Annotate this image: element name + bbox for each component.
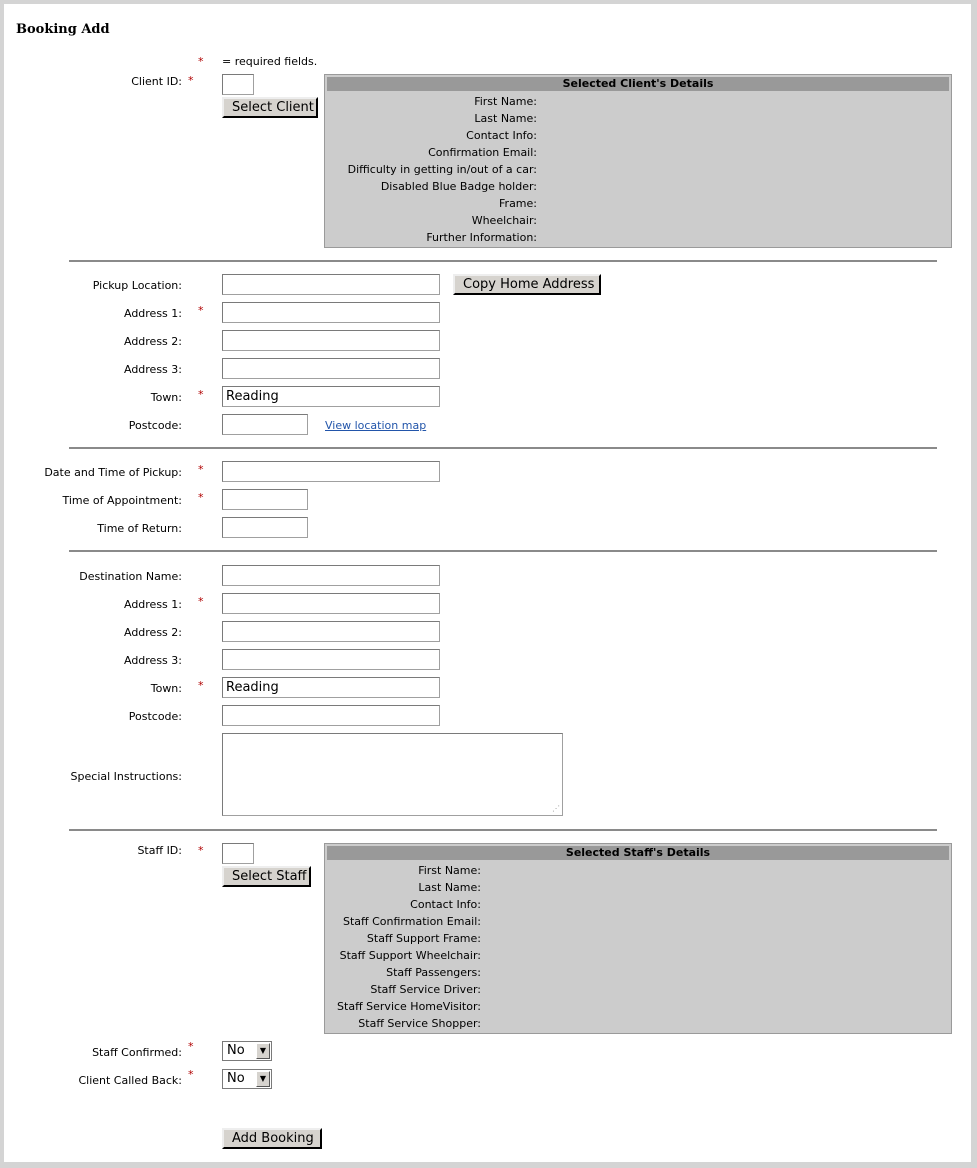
detail-field-label: Wheelchair:: [471, 214, 537, 227]
divider: [69, 550, 937, 552]
pickup-address2-label: Address 2:: [123, 335, 182, 348]
pickup-address1-input[interactable]: [222, 302, 440, 323]
required-star: *: [188, 1068, 194, 1081]
detail-field-label: Disabled Blue Badge holder:: [380, 180, 537, 193]
detail-field-label: Staff Service Shopper:: [358, 1017, 481, 1030]
destination-postcode-label: Postcode:: [128, 710, 182, 723]
staff-confirmed-value: No: [227, 1043, 245, 1058]
staff-id-input[interactable]: [222, 843, 254, 864]
detail-field-label: Frame:: [499, 197, 537, 210]
required-star: *: [198, 55, 204, 68]
detail-field-label: Staff Service HomeVisitor:: [337, 1000, 481, 1013]
required-note: = required fields.: [222, 55, 318, 68]
detail-field-label: Contact Info:: [410, 898, 481, 911]
required-star: *: [198, 844, 204, 857]
appointment-time-label: Time of Appointment:: [62, 494, 182, 507]
view-location-map-link[interactable]: View location map: [325, 419, 427, 432]
destination-postcode-input[interactable]: [222, 705, 440, 726]
detail-field-label: Staff Passengers:: [386, 966, 481, 979]
staff-id-label: Staff ID:: [137, 844, 182, 857]
client-details-title: Selected Client's Details: [327, 77, 949, 91]
special-instructions-textarea[interactable]: [222, 733, 563, 816]
client-id-input[interactable]: [222, 74, 254, 95]
pickup-town-label: Town:: [150, 391, 182, 404]
pickup-location-input[interactable]: [222, 274, 440, 295]
required-star: *: [198, 463, 204, 476]
destination-name-input[interactable]: [222, 565, 440, 586]
select-staff-button[interactable]: Select Staff: [222, 866, 311, 887]
page-title: Booking Add: [16, 22, 110, 37]
chevron-down-icon[interactable]: ▼: [256, 1043, 270, 1059]
staff-details-title: Selected Staff's Details: [327, 846, 949, 860]
appointment-time-input[interactable]: [222, 489, 308, 510]
staff-confirmed-select[interactable]: [222, 1041, 272, 1061]
destination-address2-input[interactable]: [222, 621, 440, 642]
divider: [69, 260, 937, 262]
copy-home-address-button[interactable]: Copy Home Address: [453, 274, 601, 295]
detail-field-label: Further Information:: [426, 231, 537, 244]
destination-address1-label: Address 1:: [123, 598, 182, 611]
pickup-datetime-input[interactable]: [222, 461, 440, 482]
detail-field-label: Staff Support Wheelchair:: [339, 949, 481, 962]
pickup-address1-label: Address 1:: [123, 307, 182, 320]
client-called-back-select[interactable]: [222, 1069, 272, 1089]
detail-field-label: Last Name:: [418, 881, 481, 894]
client-details-panel: [324, 74, 952, 248]
destination-address3-label: Address 3:: [123, 654, 182, 667]
staff-details-panel: [324, 843, 952, 1034]
detail-field-label: Staff Service Driver:: [370, 983, 481, 996]
destination-town-label: Town:: [150, 682, 182, 695]
detail-field-label: Contact Info:: [466, 129, 537, 142]
required-star: *: [198, 388, 204, 401]
pickup-town-input[interactable]: [222, 386, 440, 407]
add-booking-button[interactable]: Add Booking: [222, 1128, 322, 1149]
pickup-address2-input[interactable]: [222, 330, 440, 351]
destination-town-input[interactable]: [222, 677, 440, 698]
pickup-address3-label: Address 3:: [123, 363, 182, 376]
return-time-label: Time of Return:: [97, 522, 182, 535]
destination-address3-input[interactable]: [222, 649, 440, 670]
booking-form-page: [4, 4, 971, 1162]
select-client-button[interactable]: Select Client: [222, 97, 318, 118]
client-id-label: Client ID:: [131, 75, 182, 88]
pickup-datetime-label: Date and Time of Pickup:: [44, 466, 182, 479]
destination-address1-input[interactable]: [222, 593, 440, 614]
required-star: *: [198, 491, 204, 504]
detail-field-label: First Name:: [418, 864, 481, 877]
pickup-address3-input[interactable]: [222, 358, 440, 379]
special-instructions-wrap: [222, 733, 563, 816]
detail-field-label: First Name:: [474, 95, 537, 108]
detail-field-label: Staff Support Frame:: [366, 932, 481, 945]
detail-field-label: Difficulty in getting in/out of a car:: [347, 163, 537, 176]
detail-field-label: Staff Confirmation Email:: [343, 915, 481, 928]
destination-name-label: Destination Name:: [79, 570, 182, 583]
staff-confirmed-label: Staff Confirmed:: [92, 1046, 182, 1059]
chevron-down-icon[interactable]: ▼: [256, 1071, 270, 1087]
client-called-back-value: No: [227, 1071, 245, 1086]
detail-field-label: Confirmation Email:: [428, 146, 537, 159]
required-star: *: [198, 679, 204, 692]
required-star: *: [188, 1040, 194, 1053]
pickup-postcode-input[interactable]: [222, 414, 308, 435]
pickup-postcode-label: Postcode:: [128, 419, 182, 432]
destination-address2-label: Address 2:: [123, 626, 182, 639]
resize-grip-icon[interactable]: ⋰: [552, 804, 560, 813]
pickup-location-label: Pickup Location:: [92, 279, 182, 292]
detail-field-label: Last Name:: [474, 112, 537, 125]
divider: [69, 829, 937, 831]
special-instructions-label: Special Instructions:: [70, 770, 182, 783]
client-called-back-label: Client Called Back:: [78, 1074, 182, 1087]
required-star: *: [198, 595, 204, 608]
required-star: *: [188, 74, 194, 87]
divider: [69, 447, 937, 449]
return-time-input[interactable]: [222, 517, 308, 538]
required-star: *: [198, 304, 204, 317]
